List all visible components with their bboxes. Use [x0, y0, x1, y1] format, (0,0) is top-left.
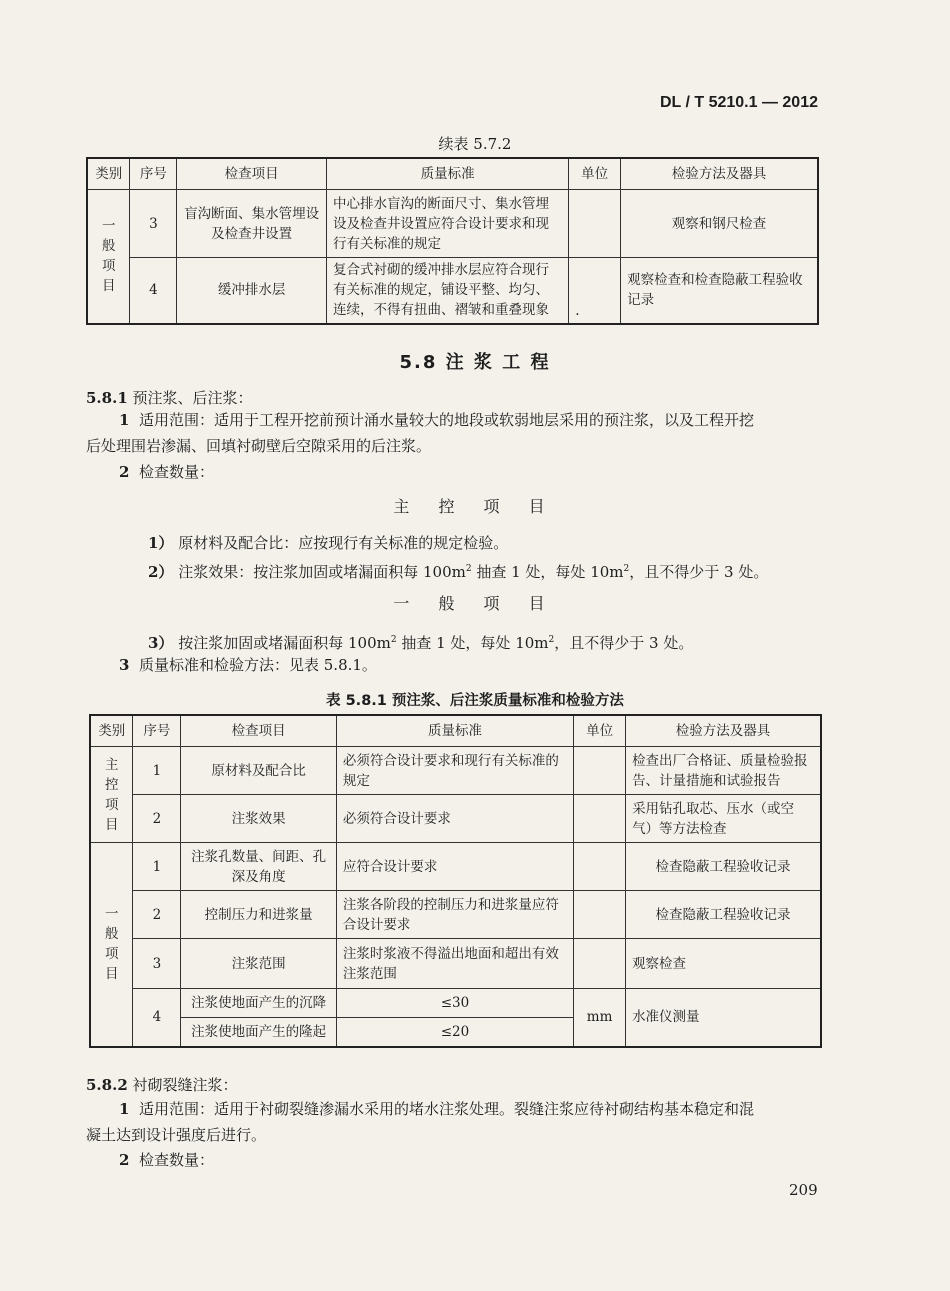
paragraph-scope: [86, 407, 822, 459]
row-method: 检查隐蔽工程验收记录: [626, 891, 821, 939]
header-category: 类别: [87, 158, 130, 190]
clause-title: 衬砌裂缝注浆：: [132, 1076, 238, 1094]
superscript: 2: [623, 564, 630, 574]
row-unit: [569, 190, 621, 258]
category-cell: 一般项目: [87, 190, 130, 324]
header-no: 序号: [133, 715, 181, 747]
header-standard: 质量标准: [336, 715, 573, 747]
row-item: 注浆使地面产生的沉降: [181, 989, 337, 1018]
item-text: 适用范围：适用于衬砌裂缝渗漏水采用的堵水注浆处理。裂缝注浆应待衬砌结构基本稳定和混: [138, 1100, 754, 1118]
table-row: [90, 747, 821, 795]
superscript: 2: [390, 635, 397, 645]
clause-title: 预注浆、后注浆：: [132, 389, 253, 407]
table-row: [90, 939, 821, 989]
header-item: 检查项目: [181, 715, 337, 747]
main-control-heading: 主 控 项 目: [393, 497, 557, 516]
row-no: 4: [130, 258, 177, 324]
superscript: 2: [465, 564, 472, 574]
paragraph-crack-scope: [86, 1096, 822, 1148]
row-no: 1: [133, 747, 181, 795]
sub-text: ，且不得少于 3 处。: [629, 563, 769, 581]
item-text-continued: 凝土达到设计强度后进行。: [86, 1126, 267, 1144]
row-method: 观察和钢尺检查: [621, 190, 818, 258]
row-method: 水准仪测量: [626, 989, 821, 1047]
row-standard: 中心排水盲沟的断面尺寸、集水管埋设及检查井设置应符合设计要求和现行有关标准的规定: [326, 190, 568, 258]
item-number: 2: [119, 1151, 130, 1169]
row-method: 检查隐蔽工程验收记录: [626, 843, 821, 891]
row-no: 4: [133, 989, 181, 1047]
table-row: [90, 891, 821, 939]
row-no: 2: [133, 891, 181, 939]
row-item: 盲沟断面、集水管埋设及检查井设置: [177, 190, 327, 258]
table1-header-row: [87, 158, 818, 190]
item-text: 适用范围：适用于工程开挖前预计涌水量较大的地段或软弱地层采用的预注浆，以及工程开挖: [138, 411, 754, 429]
item-number: 1: [119, 411, 130, 429]
row-standard: ≤20: [336, 1018, 573, 1047]
standard-number: DL / T 5210.1 — 2012: [659, 94, 818, 111]
section-title: 5.8 注 浆 工 程: [399, 352, 551, 373]
table-row: [87, 190, 818, 258]
header-method: 检验方法及器具: [626, 715, 821, 747]
row-item: 控制压力和进浆量: [181, 891, 337, 939]
superscript: 2: [548, 635, 555, 645]
header-unit: 单位: [574, 715, 626, 747]
row-standard: 应符合设计要求: [336, 843, 573, 891]
page-number: 209: [789, 1181, 818, 1199]
header-category: 类别: [90, 715, 133, 747]
sub-text: 抽查 1 处，每处 10m: [396, 634, 549, 652]
row-unit: [574, 747, 626, 795]
table1-caption: 续表 5.7.2: [438, 135, 512, 153]
general-heading: 一 般 项 目: [393, 594, 557, 613]
clause-number: 5.8.2: [86, 1076, 128, 1094]
paragraph-methods: [119, 652, 377, 678]
row-standard: 注浆时浆液不得溢出地面和超出有效注浆范围: [336, 939, 573, 989]
sub-item-2: [148, 556, 768, 585]
row-item: 原材料及配合比: [181, 747, 337, 795]
row-method: 检查出厂合格证、质量检验报告、计量措施和试验报告: [626, 747, 821, 795]
row-unit: [574, 795, 626, 843]
paragraph-quantity: [119, 459, 214, 485]
row-standard: 必须符合设计要求: [336, 795, 573, 843]
sub-text: ，且不得少于 3 处。: [554, 634, 694, 652]
table-row: [90, 989, 821, 1018]
item-text: 检查数量：: [138, 1151, 214, 1169]
clause-5-8-2: [86, 1072, 238, 1098]
table-row: [90, 843, 821, 891]
item-text: 质量标准和检验方法：见表 5.8.1。: [138, 656, 377, 674]
category-general-cell: 一 般 项 目: [90, 843, 133, 1047]
row-unit: [574, 843, 626, 891]
row-unit: [574, 939, 626, 989]
sub-text: 原材料及配合比：应按现行有关标准的规定检验。: [178, 534, 509, 552]
table1: [86, 157, 819, 325]
header-item: 检查项目: [177, 158, 327, 190]
row-standard: 必须符合设计要求和现行有关标准的规定: [336, 747, 573, 795]
row-unit: .: [569, 258, 621, 324]
row-unit: [574, 891, 626, 939]
row-standard: ≤30: [336, 989, 573, 1018]
row-no: 1: [133, 843, 181, 891]
row-item: 缓冲排水层: [177, 258, 327, 324]
sub-number: 3）: [148, 634, 174, 652]
sub-number: 2）: [148, 563, 174, 581]
header-unit: 单位: [569, 158, 621, 190]
table2: [89, 714, 822, 1048]
clause-number: 5.8.1: [86, 389, 128, 407]
row-method: 采用钻孔取芯、压水（或空气）等方法检查: [626, 795, 821, 843]
item-number: 3: [119, 656, 130, 674]
row-item: 注浆效果: [181, 795, 337, 843]
row-no: 3: [133, 939, 181, 989]
category-main-cell: 主 控 项 目: [90, 747, 133, 843]
item-text-continued: 后处理围岩渗漏、回填衬砌壁后空隙采用的后注浆。: [86, 437, 432, 455]
sub-text: 按注浆加固或堵漏面积每 100m: [178, 634, 391, 652]
table-row: [87, 258, 818, 324]
table-row: [90, 795, 821, 843]
item-number: 2: [119, 463, 130, 481]
item-text: 检查数量：: [138, 463, 214, 481]
item-number: 1: [119, 1100, 130, 1118]
sub-item-1: [148, 530, 508, 556]
header-method: 检验方法及器具: [621, 158, 818, 190]
header-standard: 质量标准: [326, 158, 568, 190]
sub-text: 抽查 1 处，每处 10m: [471, 563, 624, 581]
sub-number: 1）: [148, 534, 174, 552]
row-method: 观察检查和检查隐蔽工程验收记录: [621, 258, 818, 324]
table2-caption: 表 5.8.1 预注浆、后注浆质量标准和检验方法: [326, 693, 624, 709]
row-item: 注浆范围: [181, 939, 337, 989]
header-no: 序号: [130, 158, 177, 190]
sub-text: 注浆效果：按注浆加固或堵漏面积每 100m: [178, 563, 466, 581]
row-no: 3: [130, 190, 177, 258]
paragraph-crack-quantity: [119, 1147, 214, 1173]
row-item: 注浆孔数量、间距、孔深及角度: [181, 843, 337, 891]
table2-header-row: [90, 715, 821, 747]
row-item: 注浆使地面产生的隆起: [181, 1018, 337, 1047]
row-no: 2: [133, 795, 181, 843]
row-unit: mm: [574, 989, 626, 1047]
row-standard: 注浆各阶段的控制压力和进浆量应符合设计要求: [336, 891, 573, 939]
row-method: 观察检查: [626, 939, 821, 989]
row-standard: 复合式衬砌的缓冲排水层应符合现行有关标准的规定，铺设平整、均匀、连续，不得有扭曲、褶皱和重叠现象: [326, 258, 568, 324]
